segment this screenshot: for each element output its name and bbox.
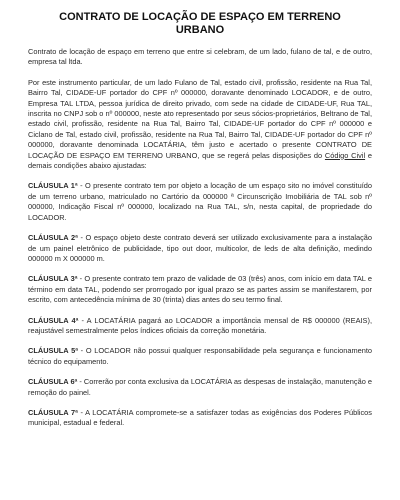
clause-text: - O LOCADOR não possui qualquer responsabilidade pela segurança e funcionamento técnico do equipamento. (28, 346, 372, 366)
parties-text-end: e demais condições abaixo ajustadas: (28, 150, 372, 171)
clause-6 (28, 377, 372, 398)
clause-text: - A LOCATÁRIA compromete-se a satisfazer todas as exigências dos Poderes Públicos municipal, estadual e federal. (28, 407, 372, 428)
clause-label: CLÁUSULA 1ª (28, 181, 78, 191)
clause-label: CLÁUSULA 3ª (28, 274, 78, 284)
clause-label: CLÁUSULA 5ª (28, 346, 78, 356)
clause-label: CLÁUSULA 4ª (28, 315, 79, 325)
clause-text: - A LOCATÁRIA pagará ao LOCADOR a importância mensal de R$ 000000 (REAIS), reajustável semestralmente pelos índices oficiais da correção monetária. (28, 315, 372, 335)
clause-1 (28, 181, 372, 223)
clause-7 (28, 408, 372, 429)
parties-text: Por este instrumento particular, de um lado Fulano de Tal, estado civil, profissão, residente na Rua Tal, Bairro Tal, CIDADE-UF portador do CPF nº 000000, doravante denominado LOCADOR, e de outro, Empresa TAL LTDA, pessoa jurídica de direito privado, com sede na cidade de CIDADE-UF, Rua TAL, inscrita no CNPJ sob o nº 000000, neste ato representado por seus sócios-proprietários, Beltrano de Tal, estado civil, profissão, residente na Rua Tal, Bairro Tal, CIDADE-UF portador do CPF nº 000000 e Ciclano de Tal, estado civil, profissão, residente na Rua Tal, Bairro Tal, CIDADE-UF portador do CPF nº 000000, doravante denominada LOCATÁRIA, têm justo e acertado o presente CONTRATO DE LOCAÇÃO DE ESPAÇO EM TERRENO URBANO, que se regerá pelas disposições do (28, 77, 372, 160)
document-title: CONTRATO DE LOCAÇÃO DE ESPAÇO EM TERRENO URBANO (59, 11, 341, 36)
clause-5 (28, 346, 372, 367)
clause-label: CLÁUSULA 7ª (28, 407, 78, 417)
clause-2 (28, 233, 372, 264)
codigo-civil-link[interactable]: Código Civil (324, 150, 366, 160)
intro-paragraph: Contrato de locação de espaço em terreno que entre si celebram, de um lado, fulano de tal, e de outro, empresa tal ltda. (28, 47, 372, 67)
clause-text: - O presente contrato tem prazo de validade de 03 (três) anos, com início em data TAL e término em data TAL, podendo ser prorrogado por igual prazo se as partes assim se manifestarem, por escrito, com antecedência mínima de 30 (trinta) dias antes do seu termo final. (28, 274, 372, 305)
clause-label: CLÁUSULA 6ª (28, 377, 78, 387)
clause-3 (28, 274, 372, 305)
clause-4 (28, 316, 372, 337)
clause-text: - O espaço objeto deste contrato deverá ser utilizado exclusivamente para a instalação de um painel eletrônico de publicidade, tipo out door, multicolor, de leds de alta definição, medindo 000000 m X 000000 m. (28, 233, 372, 263)
clause-text: - Correrão por conta exclusiva da LOCATÁRIA as despesas de instalação, manutenção e remoção do painel. (28, 377, 372, 397)
clause-text: - O presente contrato tem por objeto a locação de um espaço sito no imóvel constituído de um terreno urbano, matriculado no Cartório da 000000 ª Circunscrição Imobiliária de TAL sob nº 000000, Indicação Fiscal nº 000000, localizado na Rua TAL, s/n, nesta capital, de propriedade do LOCADOR. (28, 181, 372, 222)
clause-label: CLÁUSULA 2ª (28, 233, 78, 243)
parties-paragraph (28, 78, 372, 172)
